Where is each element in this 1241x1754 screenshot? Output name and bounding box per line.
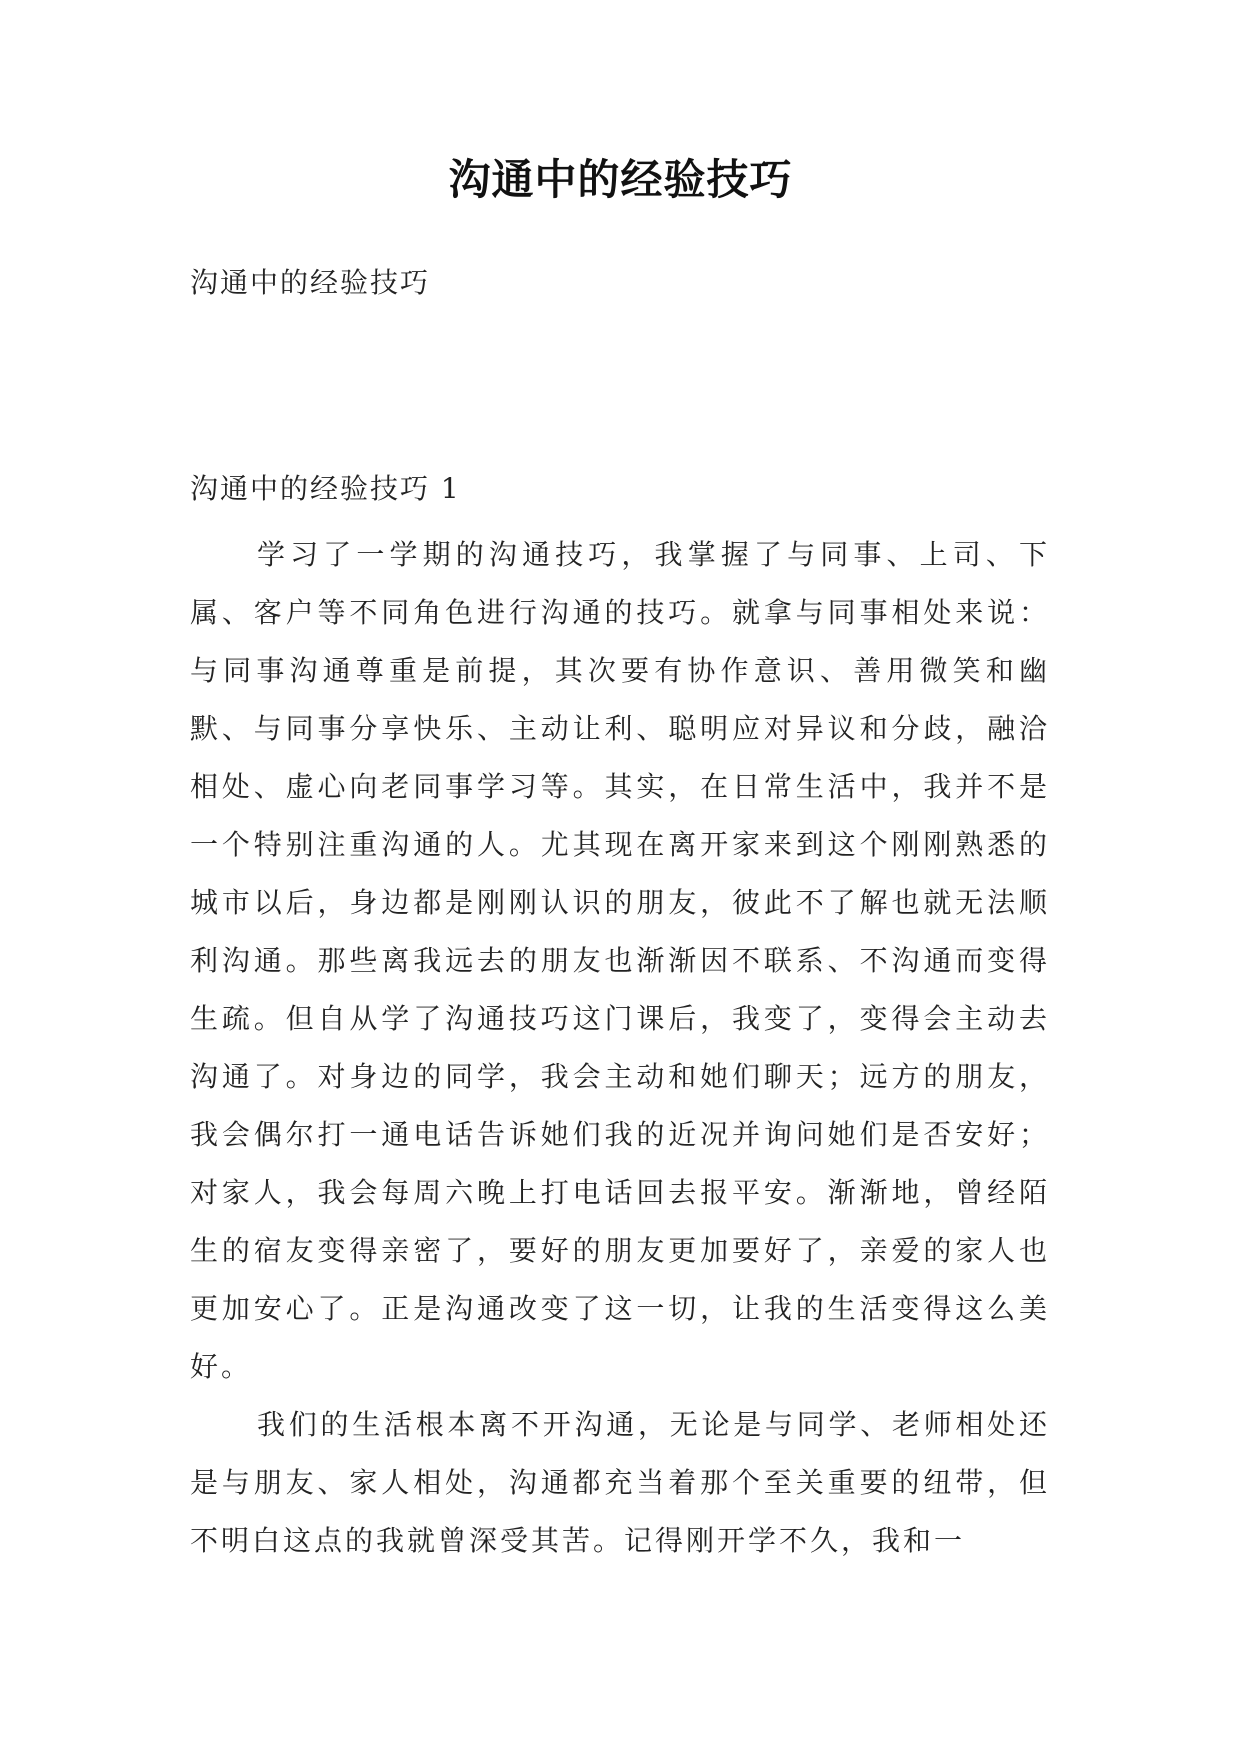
document-subtitle: 沟通中的经验技巧 <box>190 266 431 299</box>
body-text <box>190 526 1050 1570</box>
paragraph: 我们的生活根本离不开沟通，无论是与同学、老师相处还是与朋友、家人相处，沟通都充当着那个至关重要的纽带，但不明白这点的我就曾深受其苦。记得刚开学不久，我和一 <box>190 1408 1050 1557</box>
document-title: 沟通中的经验技巧 <box>448 155 793 204</box>
section-heading: 沟通中的经验技巧 1 <box>190 472 461 505</box>
paragraph: 学习了一学期的沟通技巧，我掌握了与同事、上司、下属、客户等不同角色进行沟通的技巧。就拿与同事相处来说：与同事沟通尊重是前提，其次要有协作意识、善用微笑和幽默、与同事分享快乐、主动让利、聪明应对异议和分歧，融洽相处、虚心向老同事学习等。其实，在日常生活中，我并不是一个特别注重沟通的人。尤其现在离开家来到这个刚刚熟悉的城市以后，身边都是刚刚认识的朋友，彼此不了解也就无法顺利沟通。那些离我远去的朋友也渐渐因不联系、不沟通而变得生疏。但自从学了沟通技巧这门课后，我变了，变得会主动去沟通了。对身边的同学，我会主动和她们聊天；远方的朋友，我会偶尔打一通电话告诉她们我的近况并询问她们是否安好；对家人，我会每周六晚上打电话回去报平安。渐渐地，曾经陌生的宿友变得亲密了，要好的朋友更加要好了，亲爱的家人也更加安心了。正是沟通改变了这一切，让我的生活变得这么美好。 <box>190 538 1050 1383</box>
